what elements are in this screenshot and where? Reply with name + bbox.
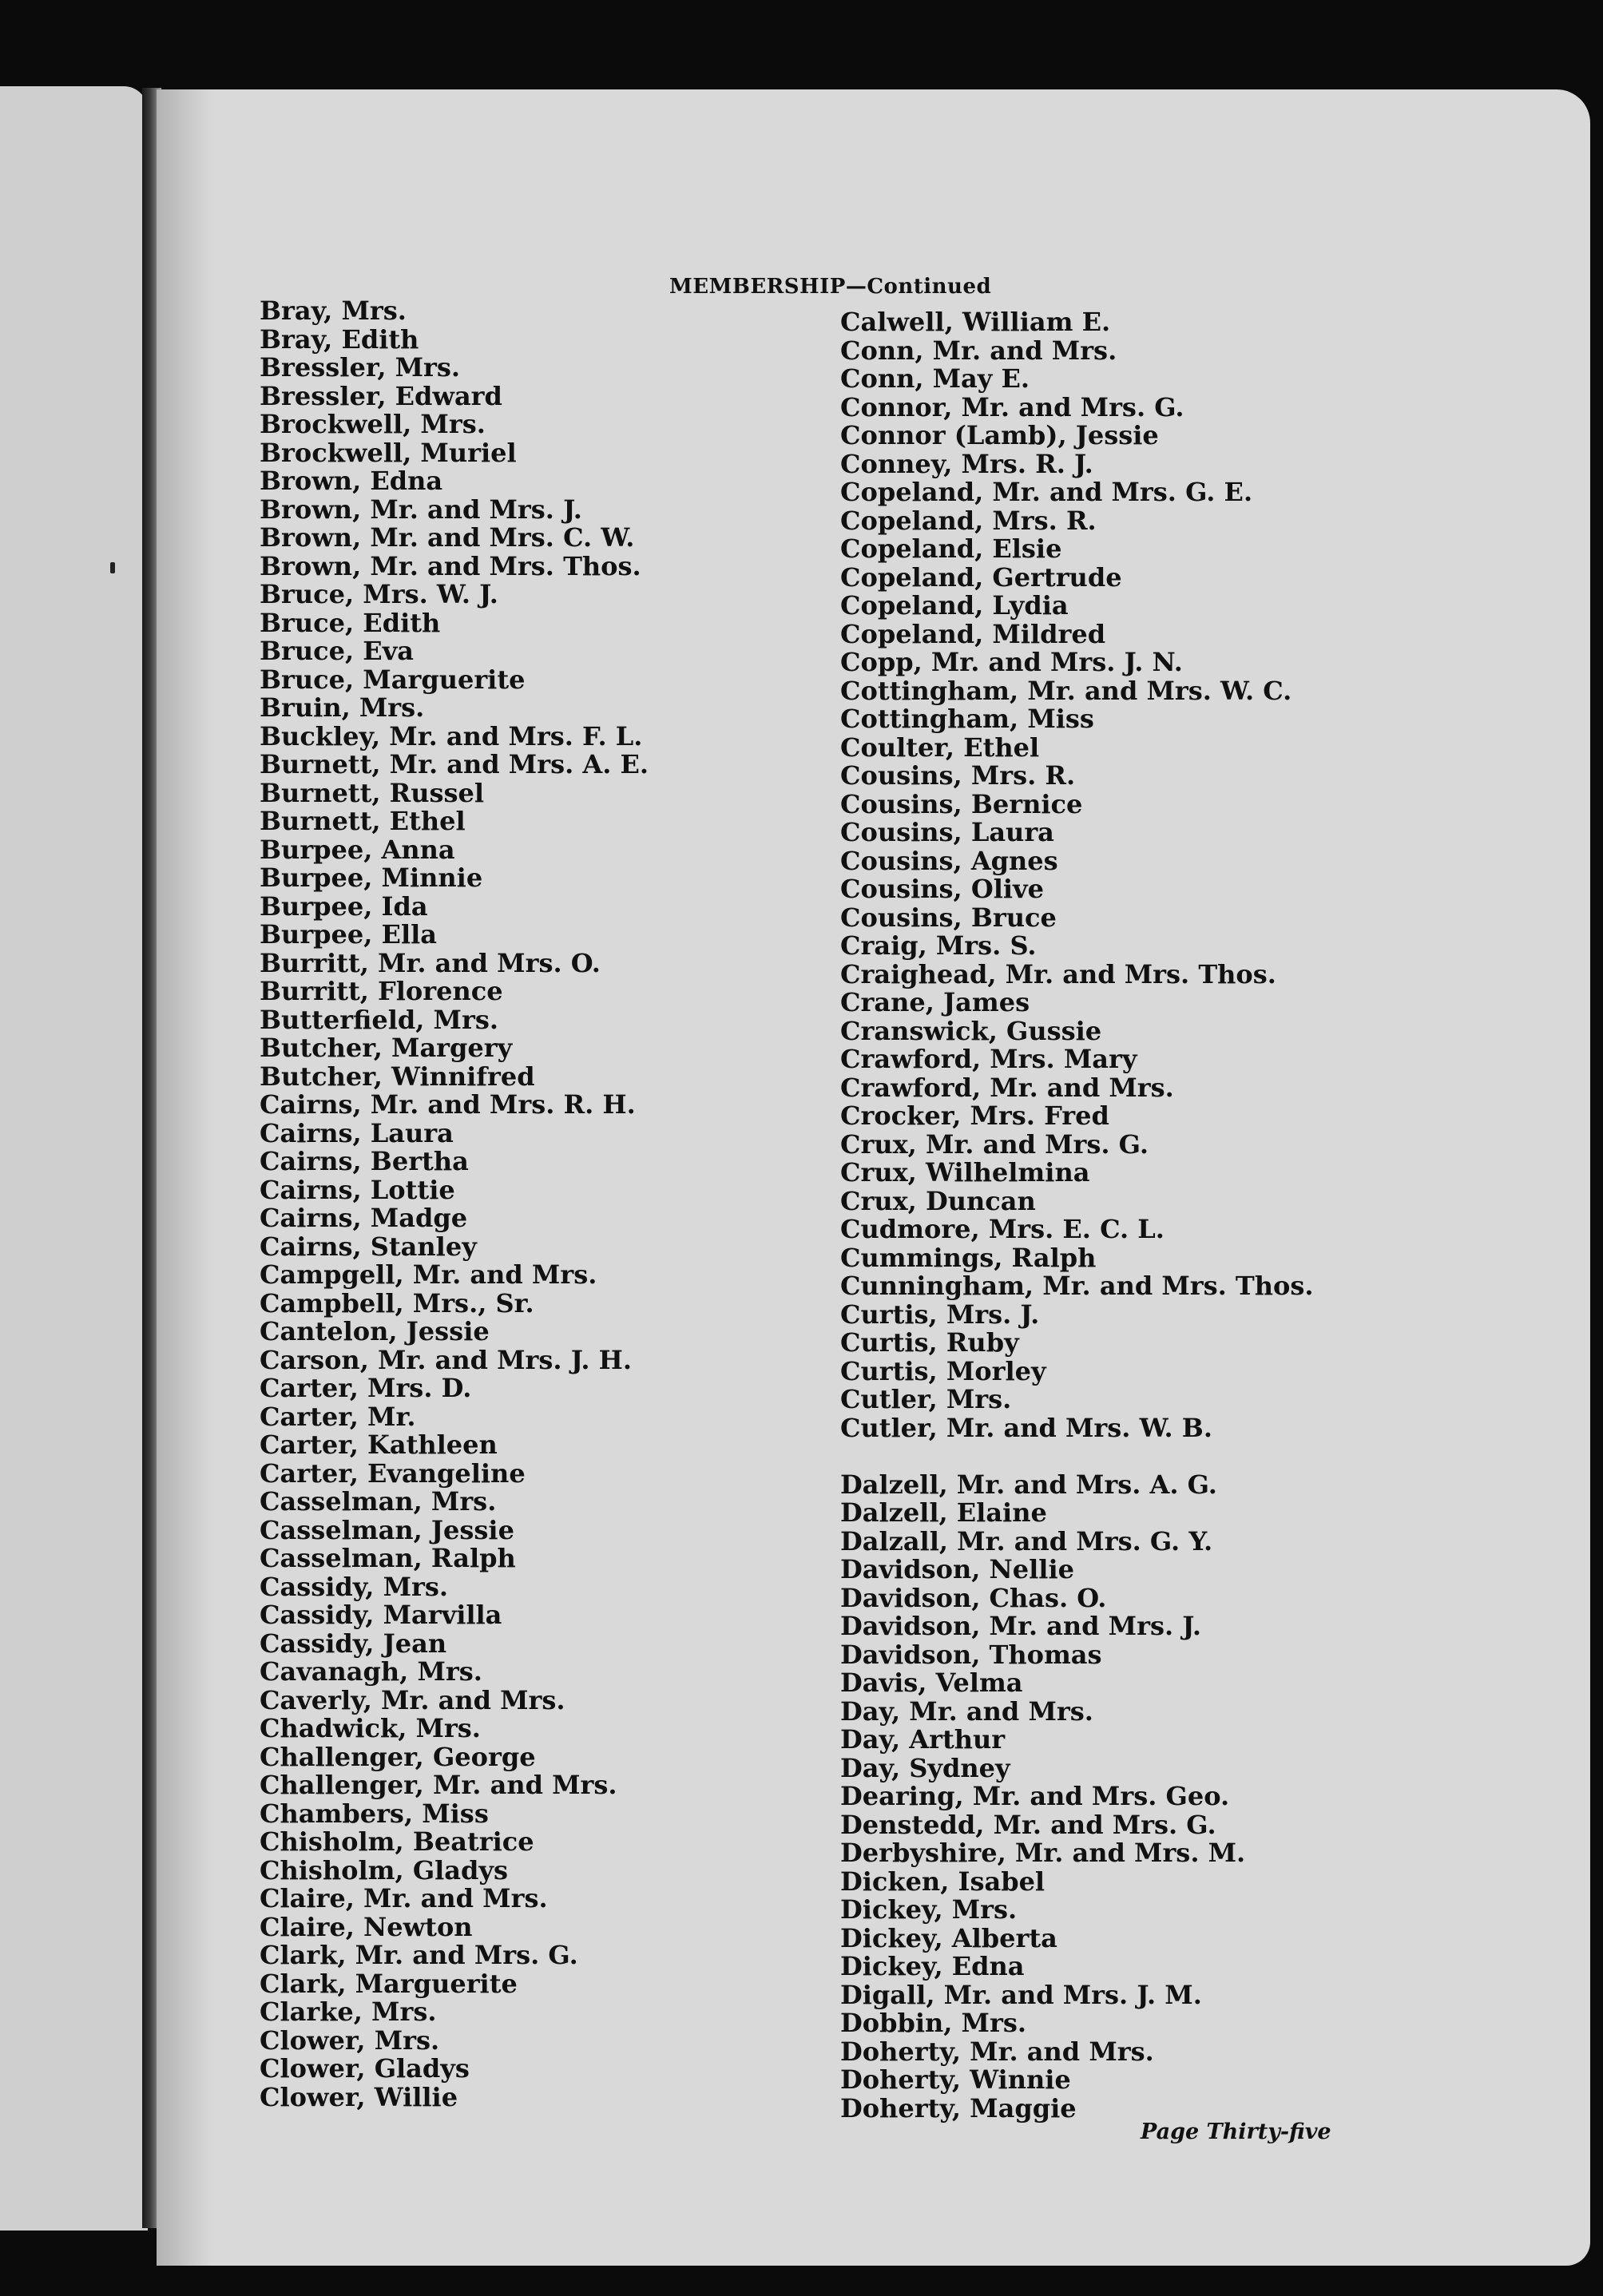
member-entry: Chisholm, Beatrice bbox=[260, 1826, 534, 1857]
member-entry: Burnett, Mr. and Mrs. A. E. bbox=[260, 749, 649, 779]
member-entry: Dicken, Isabel bbox=[840, 1866, 1046, 1897]
member-entry: Casselman, Jessie bbox=[260, 1514, 514, 1545]
member-entry: Bressler, Mrs. bbox=[260, 352, 461, 383]
member-entry: Burpee, Ella bbox=[260, 919, 437, 950]
member-entry: Dalzell, Elaine bbox=[840, 1497, 1047, 1528]
member-entry: Cummings, Ralph bbox=[840, 1242, 1097, 1273]
member-entry: Crux, Duncan bbox=[840, 1185, 1036, 1216]
member-entry: Crane, James bbox=[840, 987, 1030, 1017]
member-entry: Butcher, Winnifred bbox=[260, 1061, 535, 1092]
member-entry: Copeland, Elsie bbox=[840, 533, 1062, 564]
page-number: Page Thirty-five bbox=[1141, 2120, 1331, 2144]
member-entry: Cassidy, Marvilla bbox=[260, 1600, 502, 1630]
member-entry: Dickey, Alberta bbox=[840, 1922, 1057, 1953]
section-gap bbox=[840, 1442, 1415, 1471]
member-entry: Cairns, Madge bbox=[260, 1203, 468, 1233]
member-entry: Chambers, Miss bbox=[260, 1798, 489, 1829]
member-entry: Copeland, Mrs. R. bbox=[840, 505, 1097, 536]
member-entry: Dobbin, Mrs. bbox=[840, 2008, 1026, 2038]
member-entry: Denstedd, Mr. and Mrs. G. bbox=[840, 1809, 1216, 1840]
member-entry: Clark, Mr. and Mrs. G. bbox=[260, 1940, 578, 1970]
membership-column-right bbox=[840, 308, 1415, 2123]
member-entry: Day, Arthur bbox=[840, 1724, 1006, 1755]
member-entry: Digall, Mr. and Mrs. J. M. bbox=[840, 1979, 1202, 2010]
member-entry: Davis, Velma bbox=[840, 1667, 1023, 1698]
member-entry: Dalzall, Mr. and Mrs. G. Y. bbox=[840, 1525, 1213, 1556]
member-entry: Derbyshire, Mr. and Mrs. M. bbox=[840, 1838, 1246, 1868]
member-entry: Dickey, Edna bbox=[840, 1951, 1025, 1981]
member-entry: Challenger, Mr. and Mrs. bbox=[260, 1770, 617, 1800]
member-entry: Clark, Marguerite bbox=[260, 1968, 518, 1999]
member-entry: Buckley, Mr. and Mrs. F. L. bbox=[260, 720, 643, 751]
membership-column-left bbox=[260, 297, 787, 2112]
member-entry: Carter, Kathleen bbox=[260, 1430, 498, 1460]
member-entry: Bray, Mrs. bbox=[260, 295, 407, 326]
member-entry: Calwell, William E. bbox=[840, 307, 1111, 337]
member-entry: Cousins, Mrs. R. bbox=[840, 760, 1076, 791]
member-entry: Brown, Mr. and Mrs. J. bbox=[260, 494, 582, 525]
member-entry: Cantelon, Jessie bbox=[260, 1316, 490, 1346]
member-entry: Cousins, Bruce bbox=[840, 902, 1057, 933]
member-entry: Clower, Gladys bbox=[260, 2053, 470, 2084]
member-entry: Crux, Wilhelmina bbox=[840, 1157, 1090, 1188]
member-entry: Davidson, Chas. O. bbox=[840, 1582, 1107, 1613]
member-entry: Cunningham, Mr. and Mrs. Thos. bbox=[840, 1271, 1314, 1301]
member-entry: Day, Sydney bbox=[840, 1752, 1010, 1783]
member-entry: Copp, Mr. and Mrs. J. N. bbox=[840, 647, 1183, 677]
member-entry: Cassidy, Jean bbox=[260, 1628, 447, 1659]
member-entry: Cudmore, Mrs. E. C. L. bbox=[840, 1214, 1165, 1244]
member-entry: Copeland, Lydia bbox=[840, 590, 1069, 621]
member-entry: Davidson, Mr. and Mrs. J. bbox=[840, 1611, 1202, 1641]
member-entry: Conn, May E. bbox=[840, 363, 1030, 394]
member-entry: Doherty, Winnie bbox=[840, 2064, 1071, 2095]
member-entry: Connor, Mr. and Mrs. G. bbox=[840, 391, 1184, 422]
member-entry: Clarke, Mrs. bbox=[260, 1997, 437, 2027]
member-entry: Bruin, Mrs. bbox=[260, 692, 425, 723]
member-entry: Bruce, Edith bbox=[260, 607, 441, 638]
member-entry: Carter, Mrs. D. bbox=[260, 1373, 472, 1403]
member-entry: Brockwell, Mrs. bbox=[260, 409, 486, 439]
member-entry: Doherty, Mr. and Mrs. bbox=[840, 2036, 1154, 2067]
member-entry: Curtis, Mrs. J. bbox=[840, 1299, 1040, 1330]
member-entry: Crux, Mr. and Mrs. G. bbox=[840, 1128, 1149, 1160]
member-entry: Campgell, Mr. and Mrs. bbox=[260, 1259, 597, 1290]
member-entry: Burpee, Anna bbox=[260, 834, 455, 865]
member-entry: Cairns, Stanley bbox=[260, 1231, 477, 1262]
member-entry: Cousins, Bernice bbox=[840, 788, 1083, 819]
member-entry: Davidson, Thomas bbox=[840, 1639, 1102, 1670]
member-entry: Caverly, Mr. and Mrs. bbox=[260, 1684, 565, 1715]
member-entry: Dalzell, Mr. and Mrs. A. G. bbox=[840, 1469, 1217, 1500]
member-entry: Butterfield, Mrs. bbox=[260, 1004, 498, 1035]
member-entry: Brown, Edna bbox=[260, 466, 443, 496]
member-entry: Bray, Edith bbox=[260, 323, 419, 355]
member-entry: Cairns, Laura bbox=[260, 1117, 454, 1148]
member-entry: Claire, Mr. and Mrs. bbox=[260, 1883, 548, 1913]
page-heading: MEMBERSHIP—Continued bbox=[669, 275, 992, 299]
member-entry: Clower, Willie bbox=[260, 2081, 458, 2112]
member-entry: Challenger, George bbox=[260, 1741, 536, 1772]
member-entry: Campbell, Mrs., Sr. bbox=[260, 1287, 534, 1319]
member-entry: Crawford, Mr. and Mrs. bbox=[840, 1072, 1174, 1103]
member-entry: Casselman, Mrs. bbox=[260, 1486, 497, 1517]
member-entry: Day, Mr. and Mrs. bbox=[840, 1695, 1093, 1727]
member-entry: Cairns, Lottie bbox=[260, 1174, 455, 1205]
member-entry: Coulter, Ethel bbox=[840, 732, 1040, 763]
member-entry: Craig, Mrs. S. bbox=[840, 930, 1037, 961]
member-entry: Conn, Mr. and Mrs. bbox=[840, 335, 1117, 366]
member-entry: Bressler, Edward bbox=[260, 380, 502, 411]
member-entry: Curtis, Morley bbox=[840, 1355, 1046, 1386]
member-entry: Cavanagh, Mrs. bbox=[260, 1656, 482, 1687]
member-entry: Brockwell, Muriel bbox=[260, 437, 517, 468]
member-entry: Cousins, Laura bbox=[840, 817, 1054, 847]
member-entry: Dearing, Mr. and Mrs. Geo. bbox=[840, 1781, 1230, 1811]
member-entry: Davidson, Nellie bbox=[840, 1554, 1074, 1584]
member-entry: Copeland, Mr. and Mrs. G. E. bbox=[840, 477, 1253, 507]
member-entry: Burritt, Florence bbox=[260, 976, 503, 1006]
member-entry: Copeland, Gertrude bbox=[840, 561, 1122, 593]
member-entry: Burnett, Ethel bbox=[260, 806, 466, 836]
member-entry: Conney, Mrs. R. J. bbox=[840, 448, 1093, 479]
member-entry: Burpee, Minnie bbox=[260, 862, 483, 893]
member-entry: Chadwick, Mrs. bbox=[260, 1713, 481, 1743]
member-entry: Butcher, Margery bbox=[260, 1033, 513, 1063]
member-entry: Cairns, Mr. and Mrs. R. H. bbox=[260, 1089, 636, 1120]
member-entry: Bruce, Mrs. W. J. bbox=[260, 579, 498, 609]
member-entry: Cranswick, Gussie bbox=[840, 1015, 1102, 1046]
member-entry: Curtis, Ruby bbox=[840, 1327, 1019, 1358]
member-entry: Claire, Newton bbox=[260, 1911, 473, 1942]
left-facing-page bbox=[0, 86, 148, 2231]
member-entry: Burnett, Russel bbox=[260, 777, 485, 808]
member-entry: Carson, Mr. and Mrs. J. H. bbox=[260, 1344, 632, 1375]
member-entry: Burritt, Mr. and Mrs. O. bbox=[260, 947, 601, 978]
member-entry: Doherty, Maggie bbox=[840, 2092, 1077, 2124]
member-entry: Craighead, Mr. and Mrs. Thos. bbox=[840, 958, 1276, 989]
member-entry: Cutler, Mrs. bbox=[840, 1384, 1012, 1414]
member-entry: Brown, Mr. and Mrs. C. W. bbox=[260, 522, 635, 553]
member-entry: Cousins, Agnes bbox=[840, 845, 1058, 876]
member-entry: Connor (Lamb), Jessie bbox=[840, 420, 1159, 450]
member-entry: Burpee, Ida bbox=[260, 890, 428, 922]
member-entry: Bruce, Eva bbox=[260, 636, 415, 666]
member-entry: Copeland, Mildred bbox=[840, 618, 1106, 649]
member-entry: Dickey, Mrs. bbox=[840, 1894, 1018, 1925]
member-entry: Crawford, Mrs. Mary bbox=[840, 1044, 1137, 1074]
member-entry: Carter, Evangeline bbox=[260, 1457, 526, 1489]
member-entry: Cutler, Mr. and Mrs. W. B. bbox=[840, 1412, 1212, 1443]
member-entry: Cottingham, Mr. and Mrs. W. C. bbox=[840, 675, 1292, 706]
member-entry: Chisholm, Gladys bbox=[260, 1854, 509, 1886]
member-entry: Bruce, Marguerite bbox=[260, 664, 526, 695]
member-entry: Carter, Mr. bbox=[260, 1401, 416, 1432]
member-entry: Cousins, Olive bbox=[840, 874, 1044, 904]
member-entry: Cottingham, Miss bbox=[840, 704, 1094, 734]
member-entry: Brown, Mr. and Mrs. Thos. bbox=[260, 550, 641, 581]
member-entry: Crocker, Mrs. Fred bbox=[840, 1100, 1109, 1131]
margin-mark bbox=[110, 562, 115, 573]
member-entry: Casselman, Ralph bbox=[260, 1543, 516, 1573]
member-entry: Clower, Mrs. bbox=[260, 2024, 440, 2056]
member-entry: Cairns, Bertha bbox=[260, 1146, 469, 1176]
member-entry: Cassidy, Mrs. bbox=[260, 1571, 449, 1602]
